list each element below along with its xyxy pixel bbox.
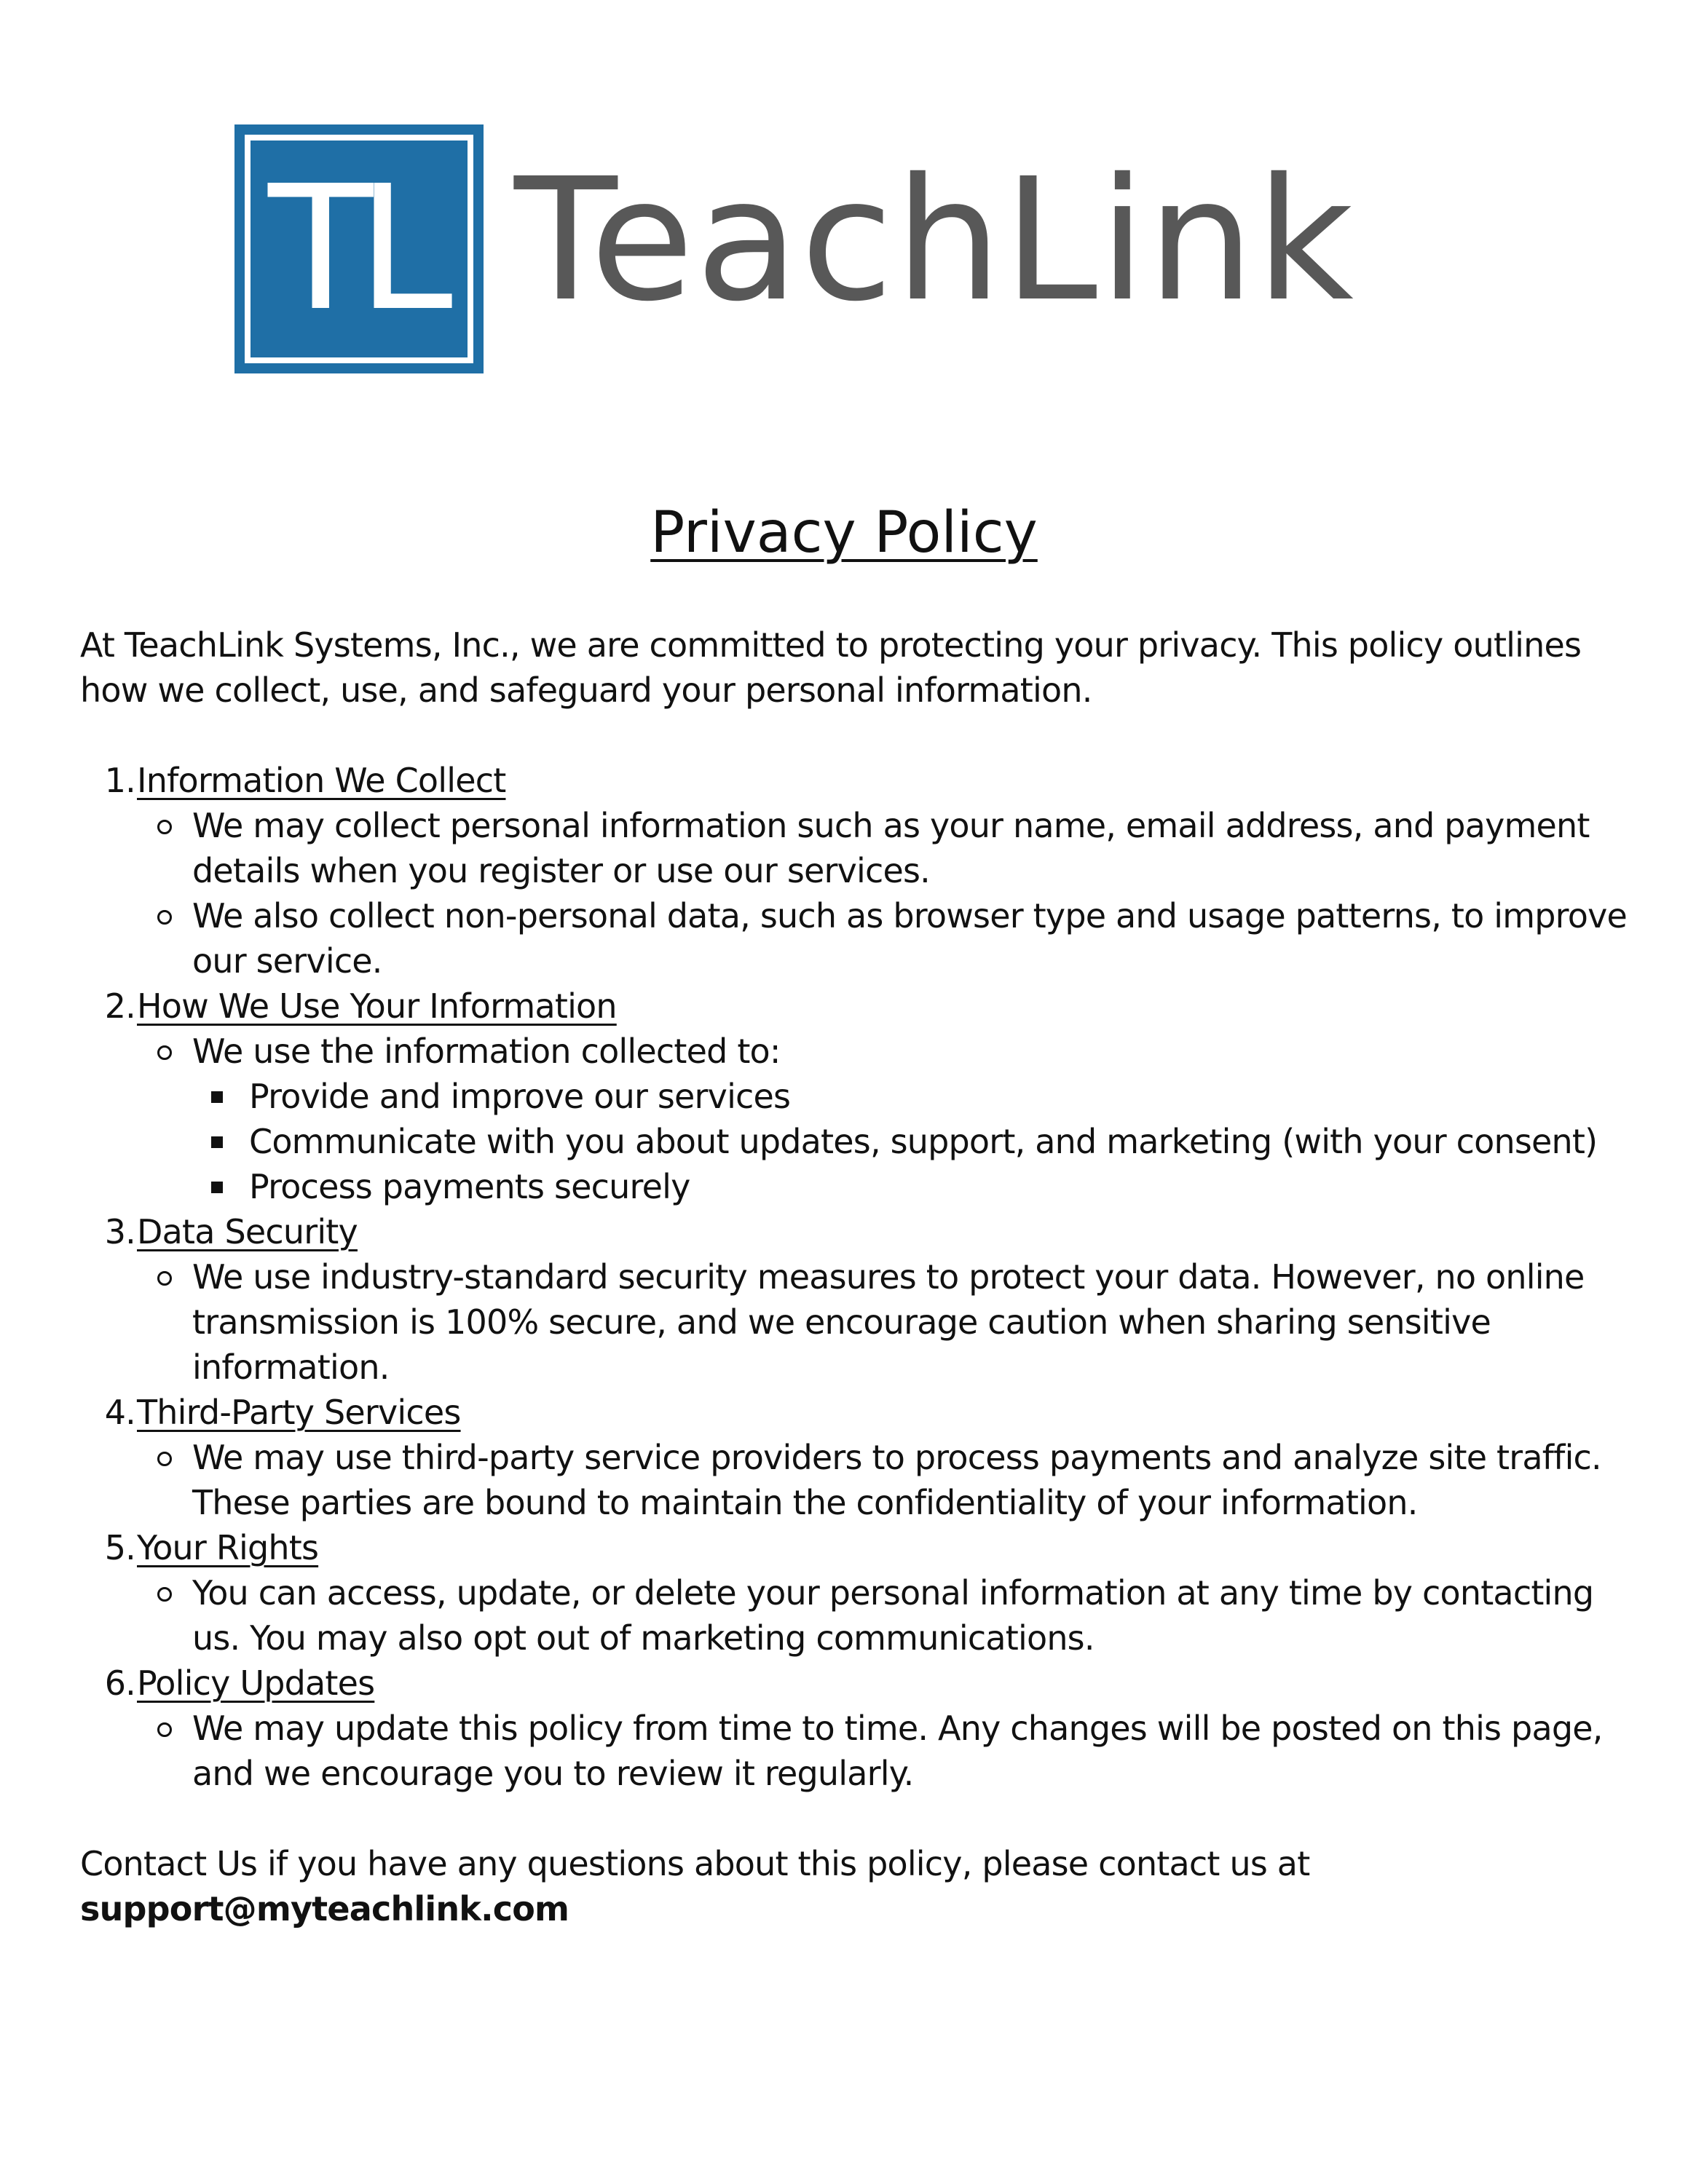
square-bullet-icon [211,1136,223,1148]
bullet-text: We use the information collected to: [192,1032,781,1071]
section-title: Information We Collect [137,761,506,800]
section-number: 2. [104,986,135,1026]
sub-bullet-text: Process payments securely [249,1167,690,1206]
sub-bullet-text: Provide and improve our services [249,1077,791,1116]
support-email: support@myteachlink.com [80,1889,569,1928]
policy-section [80,1390,1646,1525]
policy-content [80,622,1646,1931]
teachlink-logo [234,124,1355,374]
section-bullets [80,1570,1646,1661]
sub-bullets [192,1074,1646,1209]
bullet-item [192,803,1646,893]
logo-mark [234,124,484,373]
bullet-text: We may update this policy from time to time. Any changes will be posted on this page, and we encourage you to review it regularly. [192,1709,1603,1793]
section-bullets [80,1435,1646,1525]
section-number: 4. [104,1393,135,1432]
intro-paragraph: At TeachLink Systems, Inc., we are committed to protecting your privacy. This policy outlines how we collect, use, and safeguard your personal information. [80,625,1582,710]
section-number: 6. [104,1663,135,1703]
section-heading [80,758,1646,803]
sub-bullet-text: Communicate with you about updates, support, and marketing (with your consent) [249,1122,1598,1161]
sub-bullet-item [249,1074,1646,1119]
section-bullets [80,803,1646,984]
section-heading [80,1661,1646,1706]
sub-bullet-item [249,1119,1646,1164]
contact-text: Contact Us if you have any questions about this policy, please contact us at [80,1844,1310,1883]
section-bullets [80,1029,1646,1209]
policy-section [80,1661,1646,1796]
bullet-item [192,1254,1646,1390]
policy-section [80,1209,1646,1390]
policy-section [80,1525,1646,1661]
policy-sections [80,758,1646,1796]
bullet-text: You can access, update, or delete your personal information at any time by contacting us. You may also opt out of marketing communications. [192,1573,1594,1658]
logo-wordmark: TeachLink [514,142,1355,339]
circle-bullet-icon [157,910,172,925]
section-title: Third-Party Services [137,1393,461,1432]
section-number: 1. [104,761,135,800]
page-title: Privacy Policy [650,500,1038,566]
square-bullet-icon [211,1091,223,1103]
bullet-text: We may collect personal information such as your name, email address, and payment details when you register or use our services. [192,806,1590,890]
circle-bullet-icon [157,1452,172,1466]
bullet-item [192,1706,1646,1796]
sub-bullet-item [249,1164,1646,1209]
bullet-item [192,893,1646,984]
bullet-item [192,1570,1646,1661]
bullet-item [192,1435,1646,1525]
square-bullet-icon [211,1182,223,1193]
policy-section [80,758,1646,984]
contact-paragraph [80,1841,1646,1931]
section-title: Data Security [137,1212,358,1251]
logo-mark-letters: TL [268,149,437,349]
circle-bullet-icon [157,1271,172,1286]
policy-section [80,984,1646,1209]
section-title: How We Use Your Information [137,986,617,1026]
bullet-text: We also collect non-personal data, such as browser type and usage patterns, to improve our service. [192,896,1628,981]
section-bullets [80,1706,1646,1796]
section-heading [80,984,1646,1029]
circle-bullet-icon [157,1045,172,1060]
section-title: Policy Updates [137,1663,375,1703]
bullet-item [192,1029,1646,1209]
section-number: 5. [104,1528,135,1567]
bullet-text: We use industry-standard security measures to protect your data. However, no online transmission is 100% secure, and we encourage caution when sharing sensitive information. [192,1257,1585,1387]
section-title: Your Rights [137,1528,319,1567]
circle-bullet-icon [157,1722,172,1737]
circle-bullet-icon [157,1587,172,1602]
bullet-text: We may use third-party service providers to process payments and analyze site traffic. These parties are bound to maintain the confidentiality of your information. [192,1438,1601,1522]
section-bullets [80,1254,1646,1390]
circle-bullet-icon [157,820,172,834]
section-heading [80,1525,1646,1570]
section-heading [80,1390,1646,1435]
section-number: 3. [104,1212,135,1251]
section-heading [80,1209,1646,1254]
